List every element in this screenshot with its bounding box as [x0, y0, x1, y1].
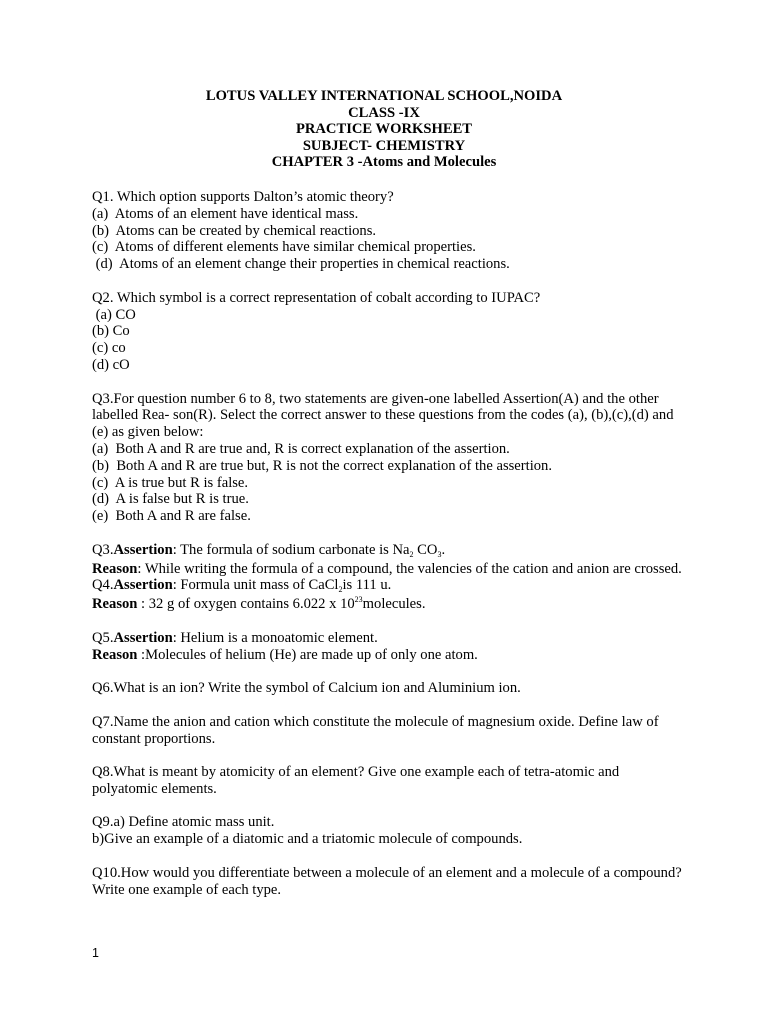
question-1	[92, 189, 682, 273]
question-2	[92, 290, 682, 374]
worksheet-content	[92, 189, 682, 915]
reason-text: : 32 g of oxygen contains 6.022 x 10	[137, 596, 355, 613]
subscript: 2	[338, 585, 343, 595]
assertion-text: : The formula of sodium carbonate is Na	[172, 541, 410, 558]
question-text: Q1. Which option supports Dalton’s atomic theory?	[92, 189, 394, 205]
worksheet-header	[0, 88, 768, 171]
reason-line	[92, 596, 682, 613]
page-number: 1	[92, 946, 99, 960]
question-5	[92, 630, 682, 664]
option-a: (a) CO	[92, 306, 136, 323]
code-a: (a) Both A and R are true and, R is correct explanation of the assertion.	[92, 440, 510, 457]
code-d: (d) A is false but R is true.	[92, 491, 249, 508]
question-8	[92, 764, 682, 798]
superscript: 23	[354, 595, 363, 605]
question-4	[92, 577, 682, 613]
question-prefix: Q5.	[92, 629, 114, 646]
subscript: 3	[437, 549, 442, 559]
option-d: (d) cO	[92, 356, 130, 373]
assertion-line	[92, 542, 682, 559]
option-b: (b) Atoms can be created by chemical reactions.	[92, 222, 377, 239]
reason-label: Reason	[92, 560, 138, 577]
class-title: CLASS -IX	[348, 104, 420, 121]
question-prefix: Q3.	[92, 541, 114, 558]
assertion-text: CO	[413, 541, 438, 558]
question-prefix: Q4.	[92, 577, 114, 594]
option-c: (c) co	[92, 340, 126, 357]
instructions-text: Q3.For question number 6 to 8, two statements are given-one labelled Assertion(A) and the other labelled Rea- son(R). Select the correct answer to these questions from the codes (a), (b),(c),(d) and (e) as given below:	[92, 390, 674, 441]
code-c: (c) A is true but R is false.	[92, 474, 249, 491]
assertion-label: Assertion	[113, 541, 173, 558]
code-b: (b) Both A and R are true but, R is not the correct explanation of the assertion.	[92, 457, 552, 474]
assertion-line	[92, 630, 682, 647]
question-part-a: Q9.a) Define atomic mass unit.	[92, 814, 275, 831]
code-e: (e) Both A and R are false.	[92, 508, 251, 525]
reason-label: Reason	[92, 646, 138, 663]
option-d: (d) Atoms of an element change their properties in chemical reactions.	[92, 256, 510, 273]
assertion-text: : Formula unit mass of CaCl	[172, 577, 339, 594]
question-text: Q7.Name the anion and cation which constitute the molecule of magnesium oxide. Define law of constant proportions.	[92, 713, 659, 747]
school-name: LOTUS VALLEY INTERNATIONAL SCHOOL,NOIDA	[205, 88, 563, 104]
reason-text: : While writing the formula of a compound, the valencies of the cation and anion are crossed.	[137, 560, 682, 577]
subscript: 2	[409, 549, 414, 559]
assertion-line	[92, 577, 682, 594]
subject-title: SUBJECT- CHEMISTRY	[302, 137, 466, 154]
reason-text: :Molecules of helium (He) are made up of only one atom.	[137, 646, 478, 663]
chapter-title: CHAPTER 3 -Atoms and Molecules	[271, 154, 497, 170]
assertion-text: is 111 u.	[342, 577, 392, 594]
reason-label: Reason	[92, 596, 138, 613]
reason-line	[92, 647, 682, 664]
question-9	[92, 814, 682, 848]
option-b: (b) Co	[92, 323, 130, 340]
worksheet-title: PRACTICE WORKSHEET	[295, 121, 473, 137]
question-3	[92, 542, 682, 578]
assertion-text: .	[441, 541, 446, 558]
question-6	[92, 680, 682, 697]
reason-line	[92, 561, 682, 578]
assertion-label: Assertion	[113, 629, 173, 646]
option-a: (a) Atoms of an element have identical mass.	[92, 205, 359, 222]
question-text: Q8.What is meant by atomicity of an element? Give one example each of tetra-atomic and polyatomic elements.	[92, 764, 620, 797]
question-7	[92, 714, 682, 748]
assertion-label: Assertion	[113, 577, 173, 594]
assertion-reason-instructions	[92, 391, 682, 525]
question-10	[92, 865, 682, 899]
reason-text: molecules.	[362, 596, 426, 613]
assertion-text: : Helium is a monoatomic element.	[172, 629, 378, 646]
question-part-b: b)Give an example of a diatomic and a triatomic molecule of compounds.	[92, 831, 523, 848]
option-c: (c) Atoms of different elements have similar chemical properties.	[92, 239, 476, 256]
question-text: Q6.What is an ion? Write the symbol of Calcium ion and Aluminium ion.	[92, 680, 521, 697]
question-text: Q10.How would you differentiate between a molecule of an element and a molecule of a compound? Write one example of each type.	[92, 864, 682, 898]
question-text: Q2. Which symbol is a correct representation of cobalt according to IUPAC?	[92, 289, 541, 306]
